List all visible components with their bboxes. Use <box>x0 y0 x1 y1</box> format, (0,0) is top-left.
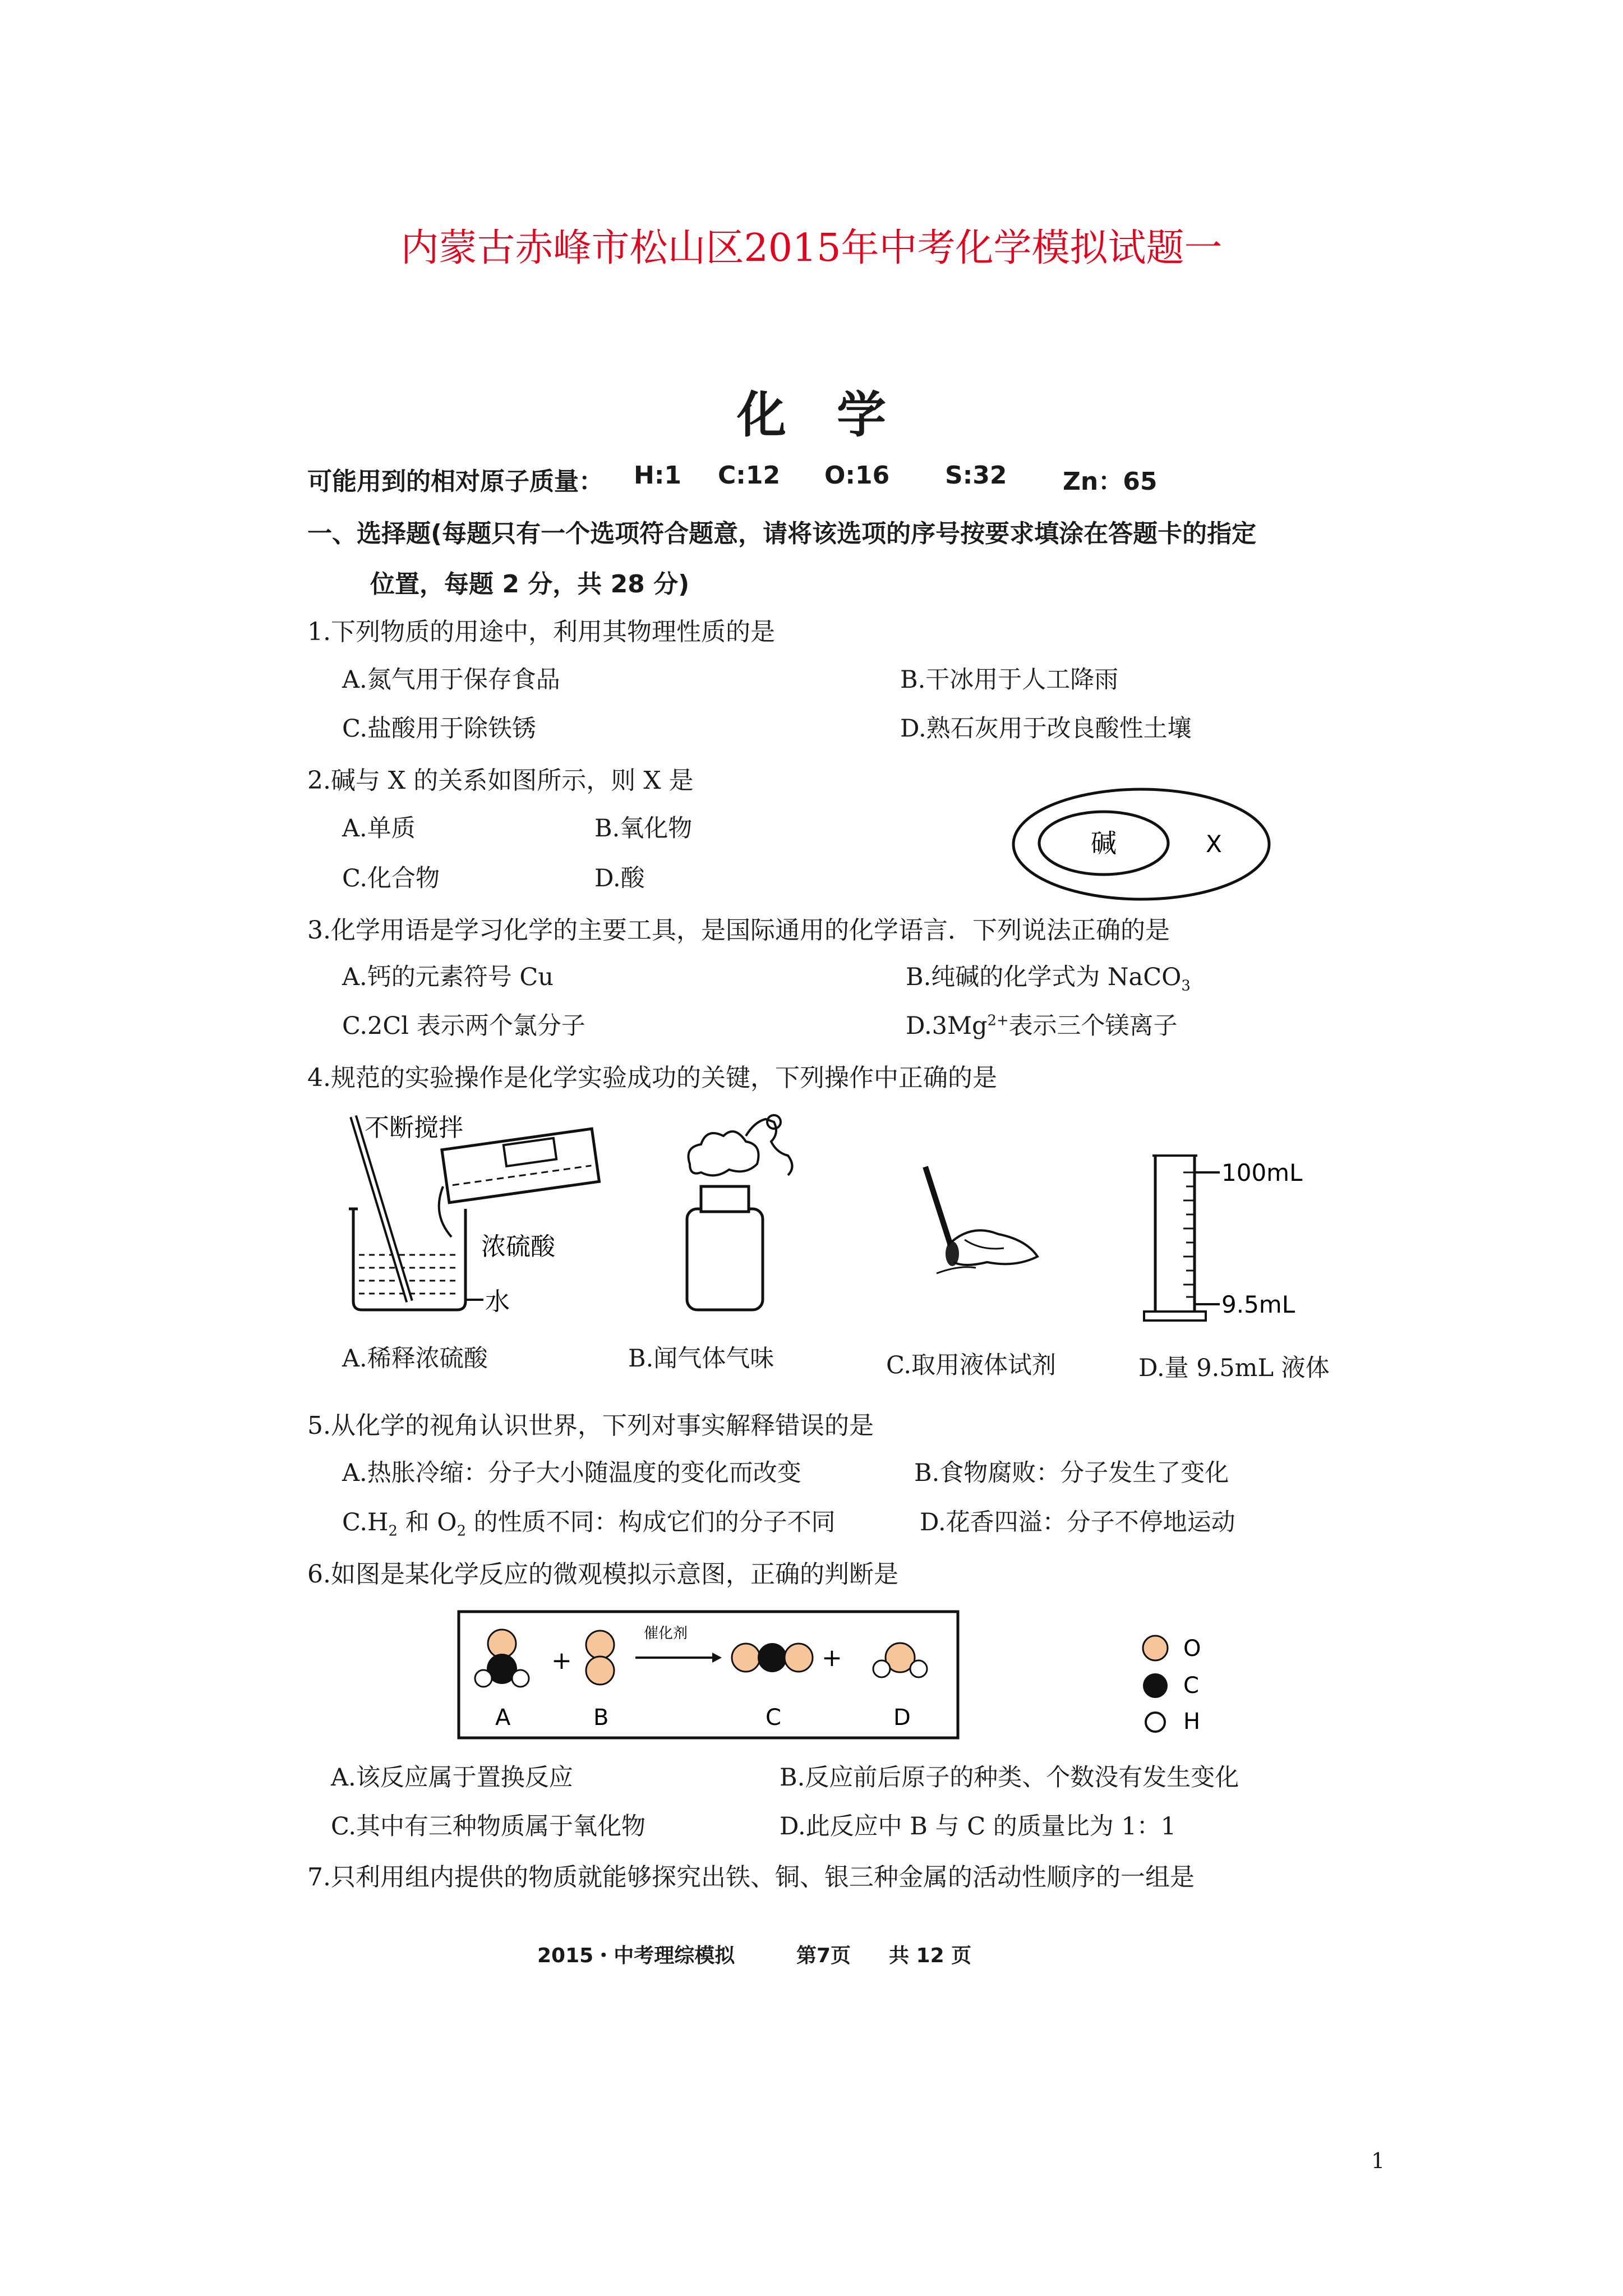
label-100ml: 100mL <box>1221 1159 1303 1186</box>
diagram-inner-label: 碱 <box>1091 828 1117 858</box>
figure-dilution <box>336 1108 606 1321</box>
reaction-label-d: D <box>893 1705 911 1731</box>
q1-option-c: C.盐酸用于除铁锈 <box>342 715 537 743</box>
footer-page: 第7页 <box>796 1944 851 1967</box>
svg-text:+: + <box>551 1646 572 1675</box>
q3-option-b: B.纯碱的化学式为 NaCO$_3$ <box>906 963 1191 995</box>
q6-option-b: B.反应前后原子的种类、个数没有发生变化 <box>780 1764 1239 1792</box>
reaction-diagram <box>457 1610 962 1742</box>
q2-option-d: D.酸 <box>594 864 645 892</box>
atomic-mass-s: S:32 <box>945 461 1007 490</box>
q1-option-b: B.干冰用于人工降雨 <box>900 666 1119 694</box>
atomic-mass-o: O:16 <box>824 461 890 490</box>
catalyst-label: 催化剂 <box>644 1625 688 1642</box>
q6-option-c: C.其中有三种物质属于氧化物 <box>331 1812 646 1841</box>
q5-option-c: $C.H_2$ 和 $O_2$ 的性质不同：构成它们的分子不同 <box>342 1508 836 1540</box>
label-water: 水 <box>485 1287 510 1316</box>
figure-smell-gas <box>667 1114 836 1315</box>
q1-stem: 1.下列物质的用途中，利用其物理性质的是 <box>307 618 775 646</box>
label-conc-acid: 浓硫酸 <box>481 1232 555 1261</box>
q5-option-a: A.热胀冷缩：分子大小随温度的变化而改变 <box>342 1459 801 1487</box>
footer-total: 共 12 页 <box>889 1944 972 1967</box>
q1-option-a: A.氮气用于保存食品 <box>342 666 560 694</box>
q5-option-b: B.食物腐败：分子发生了变化 <box>914 1459 1229 1487</box>
q3-option-a: A.钙的元素符号 Cu <box>342 963 554 991</box>
q2-option-a: A.单质 <box>342 815 416 843</box>
q3-option-d: $D.3Mg^{2+}$表示三个镁离子 <box>906 1012 1178 1040</box>
legend-oxygen-label: O <box>1183 1636 1201 1662</box>
q1-option-d: D.熟石灰用于改良酸性土壤 <box>900 715 1192 743</box>
document-title: 内蒙古赤峰市松山区2015年中考化学模拟试题一 <box>400 226 1223 270</box>
q7-stem: 7.只利用组内提供的物质就能够探究出铁、铜、银三种金属的活动性顺序的一组是 <box>307 1863 1195 1892</box>
legend-carbon-icon <box>1143 1673 1168 1698</box>
label-stir: 不断搅拌 <box>365 1114 463 1142</box>
legend-carbon-label: C <box>1183 1673 1199 1699</box>
svg-text:+: + <box>822 1644 842 1672</box>
q3-stem: 3.化学用语是学习化学的主要工具，是国际通用的化学语言．下列说法正确的是 <box>307 916 1170 945</box>
set-relation-diagram <box>1009 783 1273 906</box>
figure-cylinder <box>1133 1144 1335 1335</box>
reaction-label-a: A <box>495 1705 511 1731</box>
q3-option-c: C.2Cl 表示两个氯分子 <box>342 1012 585 1040</box>
q4-option-b: B.闻气体气味 <box>628 1345 774 1373</box>
q6-stem: 6.如图是某化学反应的微观模拟示意图，正确的判断是 <box>307 1560 898 1589</box>
legend-oxygen-icon <box>1143 1636 1168 1660</box>
atomic-mass-h: H:1 <box>634 461 682 490</box>
atomic-mass-label: 可能用到的相对原子质量： <box>307 467 603 496</box>
q4-stem: 4.规范的实验操作是化学实验成功的关键，下列操作中正确的是 <box>307 1064 997 1092</box>
q5-stem: 5.从化学的视角认识世界，下列对事实解释错误的是 <box>307 1411 874 1440</box>
q4-option-d: D.量 9.5mL 液体 <box>1138 1354 1330 1382</box>
reaction-label-b: B <box>593 1705 609 1731</box>
q6-option-a: A.该反应属于置换反应 <box>331 1764 573 1792</box>
diagram-outer-label: X <box>1206 830 1222 858</box>
label-9-5ml: 9.5mL <box>1221 1291 1295 1318</box>
legend-hydrogen-icon <box>1146 1713 1165 1732</box>
q5-option-d: D.花香四溢：分子不停地运动 <box>920 1508 1235 1536</box>
footer-exam-name: 2015・中考理综模拟 <box>537 1944 735 1967</box>
legend-hydrogen-label: H <box>1183 1709 1201 1734</box>
q6-option-d: D.此反应中 B 与 C 的质量比为 1：1 <box>780 1812 1177 1841</box>
page-number: 1 <box>1371 2148 1385 2173</box>
atom-legend <box>1138 1632 1251 1745</box>
atomic-mass-c: C:12 <box>718 461 781 490</box>
figure-dropper <box>909 1156 1049 1285</box>
subject-title: 化学 <box>736 385 937 444</box>
q2-stem: 2.碱与 X 的关系如图所示，则 X 是 <box>307 766 694 795</box>
section-heading-line1: 一、选择题(每题只有一个选项符合题意，请将该选项的序号按要求填涂在答题卡的指定 <box>307 519 1257 548</box>
reaction-label-c: C <box>766 1705 781 1731</box>
q2-option-c: C.化合物 <box>342 864 440 892</box>
q4-option-a: A.稀释浓硫酸 <box>342 1345 488 1373</box>
atomic-mass-zn: Zn：65 <box>1063 467 1158 496</box>
q2-option-b: B.氧化物 <box>594 815 693 843</box>
q4-option-c: C.取用液体试剂 <box>886 1351 1057 1379</box>
section-heading-line2: 位置，每题 2 分，共 28 分) <box>370 570 690 599</box>
